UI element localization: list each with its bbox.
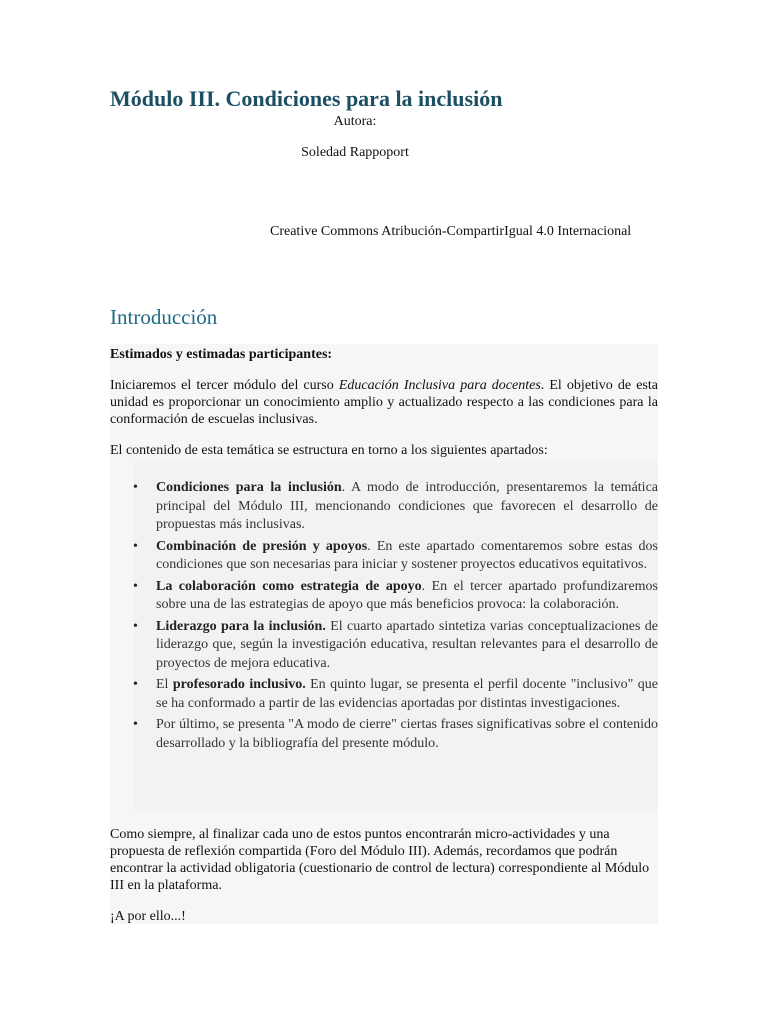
- list-item: [133, 538, 658, 575]
- course-name: Educación Inclusiva para docentes: [338, 378, 541, 393]
- intro-paragraph-start: Iniciaremos el tercer módulo del curso: [110, 378, 339, 393]
- author-label: Autora:: [333, 114, 377, 129]
- list-item: [133, 676, 658, 713]
- list-item-heading: Combinación de presión y apoyos: [156, 538, 368, 554]
- bullet-icon: •: [133, 538, 138, 554]
- list-item-heading: Liderazgo para la inclusión.: [156, 618, 326, 634]
- list-item-heading: profesorado inclusivo.: [172, 677, 306, 692]
- bullet-icon: •: [133, 578, 138, 594]
- intro-paragraph: [110, 377, 658, 428]
- page-title: Módulo III. Condiciones para la inclusión: [110, 86, 503, 111]
- bullet-icon: •: [133, 677, 138, 692]
- list-item-text: El cuarto apartado sintetiza varias conceptualizaciones de liderazgo que, según la investigación educativa, resultan relevantes para el desarrollo de proyectos de mejora educativa.: [156, 618, 658, 671]
- list-item: [133, 716, 658, 753]
- bullet-icon: •: [133, 480, 138, 495]
- sections-list: [133, 479, 659, 756]
- bullet-icon: •: [133, 717, 138, 732]
- sign-off: ¡A por ello...!: [110, 909, 186, 924]
- closing-paragraph: Como siempre, al finalizar cada uno de estos puntos encontrarán micro-actividades y una propuesta de reflexión compartida (Foro del Módulo III). Además, recordamos que podrán encontrar la actividad obligatoria (cuestionario de control de lectura) correspondiente al Módulo III en la plataforma.: [110, 827, 650, 893]
- bullet-icon: •: [133, 618, 138, 634]
- list-item-text: . En este apartado comentaremos sobre estas dos condiciones que son necesarias para iniciar y sostener proyectos educativos equitativos.: [156, 538, 658, 572]
- list-item: [133, 618, 658, 674]
- list-item: [133, 578, 659, 615]
- list-item: [133, 479, 658, 535]
- greeting: Estimados y estimadas participantes:: [110, 347, 333, 362]
- list-item-prefix: El: [156, 677, 173, 692]
- list-item-heading: Condiciones para la inclusión: [156, 480, 342, 495]
- intro-paragraph-end: . El objetivo de esta unidad es proporcionar un conocimiento amplio y actualizado respecto a las condiciones para la conformación de escuelas inclusivas.: [110, 378, 658, 427]
- list-item-heading: La colaboración como estrategia de apoyo: [156, 578, 422, 594]
- license-text: Creative Commons Atribución-CompartirIgual 4.0 Internacional: [270, 224, 632, 239]
- list-item-text: . A modo de introducción, presentaremos la temática principal del Módulo III, mencionando condiciones que favorecen el desarrollo de propuestas más inclusivas.: [156, 480, 658, 532]
- list-item-text: Por último, se presenta "A modo de cierre" ciertas frases significativas sobre el contenido desarrollado y la bibliografía del presente módulo.: [156, 717, 658, 751]
- list-item-text: En quinto lugar, se presenta el perfil docente "inclusivo" que se ha conformado a partir de las evidencias aportadas por distintas investigaciones.: [156, 677, 658, 711]
- author-name: Soledad Rappoport: [301, 145, 409, 160]
- list-item-text: . En el tercer apartado profundizaremos sobre una de las estrategias de apoyo que más beneficios provoca: la colaboración.: [156, 578, 659, 612]
- intro-heading: Introducción: [110, 305, 218, 329]
- structure-paragraph: El contenido de esta temática se estructura en torno a los siguientes apartados:: [110, 443, 548, 458]
